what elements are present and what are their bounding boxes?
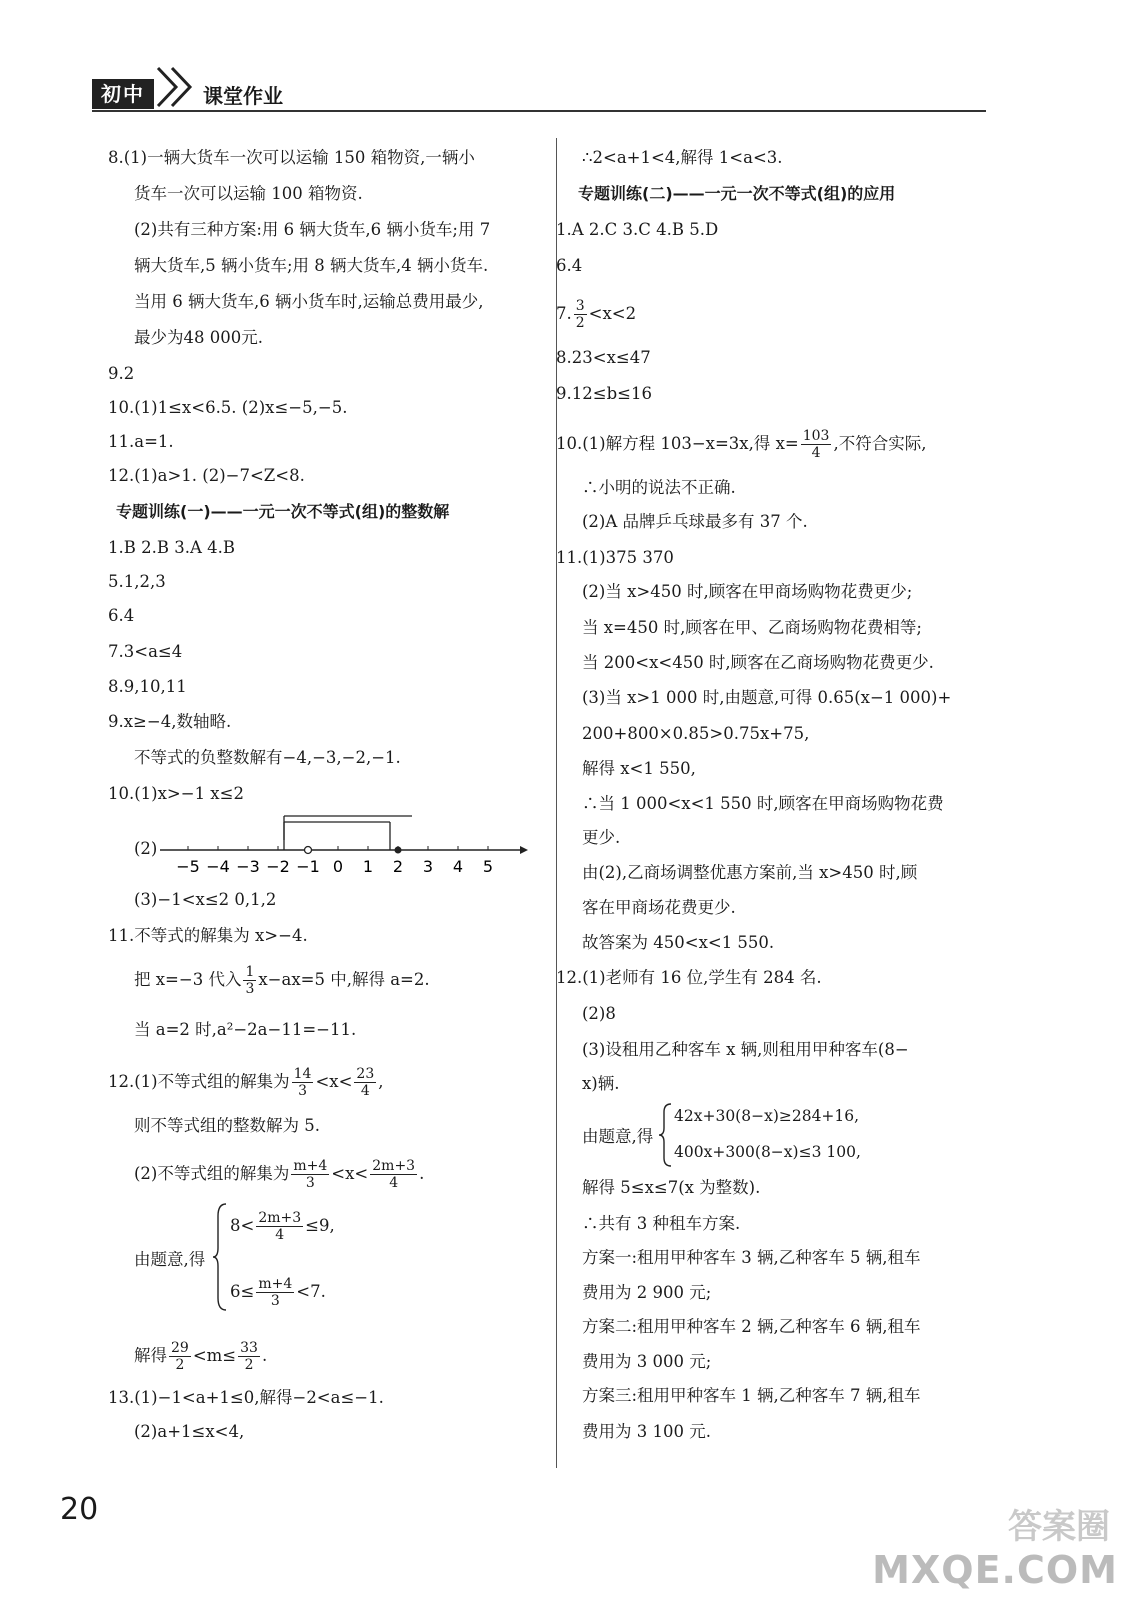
fraction: $\frac{14}{3}$	[293, 1066, 312, 1099]
grade-badge: 初中	[92, 79, 154, 109]
answer-line: 9.12≤b≤16	[556, 384, 652, 403]
watermark-logo: 答案圈	[1008, 1507, 1110, 1547]
answer-line: 解得 5≤x≤7(x 为整数).	[582, 1178, 761, 1197]
answer-line: 把 x=−3 代入 $\frac{1}{3}$ x−ax=5 中,解得 a=2.	[134, 964, 430, 997]
answer-line: 辆大货车,5 辆小货车;用 8 辆大货车,4 辆小货车.	[134, 256, 489, 275]
system-line: 42x+30(8−x)≥284+16,	[674, 1107, 860, 1125]
brace-icon	[658, 1102, 674, 1168]
answer-line: 6.4	[108, 606, 135, 625]
answer-line: 9.x≥−4,数轴略.	[108, 712, 232, 731]
answer-line: ∴共有 3 种租车方案.	[582, 1214, 741, 1233]
answer-line: 11.a=1.	[108, 432, 174, 451]
answer-line: 6.4	[556, 256, 583, 275]
answer-line: 解得 x<1 550,	[582, 759, 696, 778]
answer-line: ∴2<a+1<4,解得 1<a<3.	[582, 148, 783, 167]
axis-tick-label: −1	[296, 857, 320, 876]
answer-line: 解得 $\frac{29}{2}$ <m≤ $\frac{33}{2}$ .	[134, 1340, 268, 1373]
fraction: $\frac{1}{3}$	[245, 964, 255, 997]
axis-tick-label: 1	[362, 857, 374, 876]
axis-tick-label: 3	[422, 857, 434, 876]
system-line: 8< $\frac{2m+3}{4}$ ≤9,	[230, 1210, 335, 1243]
answer-line: 最少为48 000元.	[134, 328, 263, 347]
answer-line: 由题意,得	[582, 1127, 654, 1146]
double-chevron-icon	[154, 64, 196, 110]
answer-line: 10.(1)解方程 103−x=3x,得 x= $\frac{103}{4}$ ,不符合实际,	[556, 428, 927, 461]
answer-line: 10.(1)1≤x<6.5. (2)x≤−5,−5.	[108, 398, 348, 417]
answer-line: 费用为 3 100 元.	[582, 1422, 711, 1441]
answer-line: 11.不等式的解集为 x>−4.	[108, 926, 308, 945]
answer-line: 当 200<x<450 时,顾客在乙商场购物花费更少.	[582, 653, 934, 672]
open-point	[305, 847, 312, 854]
answer-line: (2)	[134, 839, 158, 858]
answer-line: (2)a+1≤x<4,	[134, 1422, 245, 1441]
answer-line: 当用 6 辆大货车,6 辆小货车时,运输总费用最少,	[134, 292, 484, 311]
answer-line: 费用为 3 000 元;	[582, 1352, 712, 1371]
answer-line: (3)−1<x≤2 0,1,2	[134, 890, 277, 909]
fraction: $\frac{m+4}{3}$	[293, 1158, 328, 1191]
answer-line: (3)当 x>1 000 时,由题意,可得 0.65(x−1 000)+	[582, 688, 952, 707]
header-rule	[92, 110, 986, 112]
answer-line: 客在甲商场花费更少.	[582, 898, 736, 917]
answer-line: ∴小明的说法不正确.	[582, 478, 736, 497]
answer-line: 1.A 2.C 3.C 4.B 5.D	[556, 220, 719, 239]
answer-line: 由(2),乙商场调整优惠方案前,当 x>450 时,顾	[582, 863, 918, 882]
fraction: $\frac{2m+3}{4}$	[372, 1158, 416, 1191]
answer-line: 则不等式组的整数解为 5.	[134, 1116, 320, 1135]
answer-line: (2)8	[582, 1004, 616, 1023]
system-line: 400x+300(8−x)≤3 100,	[674, 1143, 861, 1161]
axis-tick-label: −4	[206, 857, 230, 876]
answer-line: 当 x=450 时,顾客在甲、乙商场购物花费相等;	[582, 618, 922, 637]
book-title: 课堂作业	[203, 84, 283, 108]
axis-tick-label: −3	[236, 857, 260, 876]
answer-line: 费用为 2 900 元;	[582, 1283, 712, 1302]
answer-line: (2)A 品牌乒乓球最多有 37 个.	[582, 512, 808, 531]
answer-line: x)辆.	[582, 1074, 620, 1093]
axis-tick-label: −5	[176, 857, 200, 876]
answer-line: 当 a=2 时,a²−2a−11=−11.	[134, 1020, 357, 1039]
answer-line: 方案一:租用甲种客车 3 辆,乙种客车 5 辆,租车	[582, 1248, 921, 1267]
answer-line: 方案三:租用甲种客车 1 辆,乙种客车 7 辆,租车	[582, 1386, 921, 1405]
answer-line: 10.(1)x>−1 x≤2	[108, 784, 244, 803]
column-divider	[556, 138, 557, 1468]
axis-tick-label: 5	[482, 857, 494, 876]
answer-line: 7. $\frac{3}{2}$ <x<2	[556, 298, 637, 331]
answer-line: 故答案为 450<x<1 550.	[582, 933, 775, 952]
answer-line: (3)设租用乙种客车 x 辆,则租用甲种客车(8−	[582, 1040, 909, 1059]
answer-line: 7.3<a≤4	[108, 642, 183, 661]
section-title: 专题训练(二)——一元一次不等式(组)的应用	[578, 184, 896, 203]
answer-line: 8.(1)一辆大货车一次可以运输 150 箱物资,一辆小	[108, 148, 475, 167]
watermark-url: MXQE.COM	[872, 1548, 1118, 1592]
closed-point	[395, 847, 402, 854]
answer-line: 5.1,2,3	[108, 572, 166, 591]
answer-line: 200+800×0.85>0.75x+75,	[582, 724, 810, 743]
answer-line: 12.(1)a>1. (2)−7<Z<8.	[108, 466, 305, 485]
answer-line: 13.(1)−1<a+1≤0,解得−2<a≤−1.	[108, 1388, 384, 1407]
answer-line: 1.B 2.B 3.A 4.B	[108, 538, 235, 557]
answer-line: 不等式的负整数解有−4,−3,−2,−1.	[134, 748, 401, 767]
fraction: $\frac{23}{4}$	[356, 1066, 375, 1099]
answer-line: 8.9,10,11	[108, 677, 187, 696]
answer-line: 货车一次可以运输 100 箱物资.	[134, 184, 363, 203]
answer-line: 12.(1)不等式组的解集为 $\frac{14}{3}$ <x< $\frac{23}{4}$ ,	[108, 1066, 384, 1099]
answer-line: 9.2	[108, 364, 135, 383]
axis-tick-label: 4	[452, 857, 464, 876]
answer-line: (2)不等式组的解集为 $\frac{m+4}{3}$ <x< $\frac{2m+3}{4}$ .	[134, 1158, 425, 1191]
answer-line: 12.(1)老师有 16 位,学生有 284 名.	[556, 968, 822, 987]
answer-line: (2)当 x>450 时,顾客在甲商场购物花费更少;	[582, 582, 913, 601]
brace-icon	[212, 1202, 230, 1312]
answer-line: (2)共有三种方案:用 6 辆大货车,6 辆小货车;用 7	[134, 220, 491, 239]
answer-line: 更少.	[582, 828, 621, 847]
number-line-diagram	[160, 808, 530, 878]
section-title: 专题训练(一)——一元一次不等式(组)的整数解	[116, 502, 450, 521]
answer-line: 11.(1)375 370	[556, 548, 674, 567]
page-number: 20	[60, 1492, 99, 1527]
axis-tick-label: 0	[332, 857, 344, 876]
axis-tick-label: 2	[392, 857, 404, 876]
answer-line: ∴当 1 000<x<1 550 时,顾客在甲商场购物花费	[582, 794, 944, 813]
answer-line: 由题意,得	[134, 1250, 206, 1269]
system-line: 6≤ $\frac{m+4}{3}$ <7.	[230, 1276, 326, 1309]
answer-line: 8.23<x≤47	[556, 348, 651, 367]
axis-tick-label: −2	[266, 857, 290, 876]
answer-line: 方案二:租用甲种客车 2 辆,乙种客车 6 辆,租车	[582, 1317, 921, 1336]
